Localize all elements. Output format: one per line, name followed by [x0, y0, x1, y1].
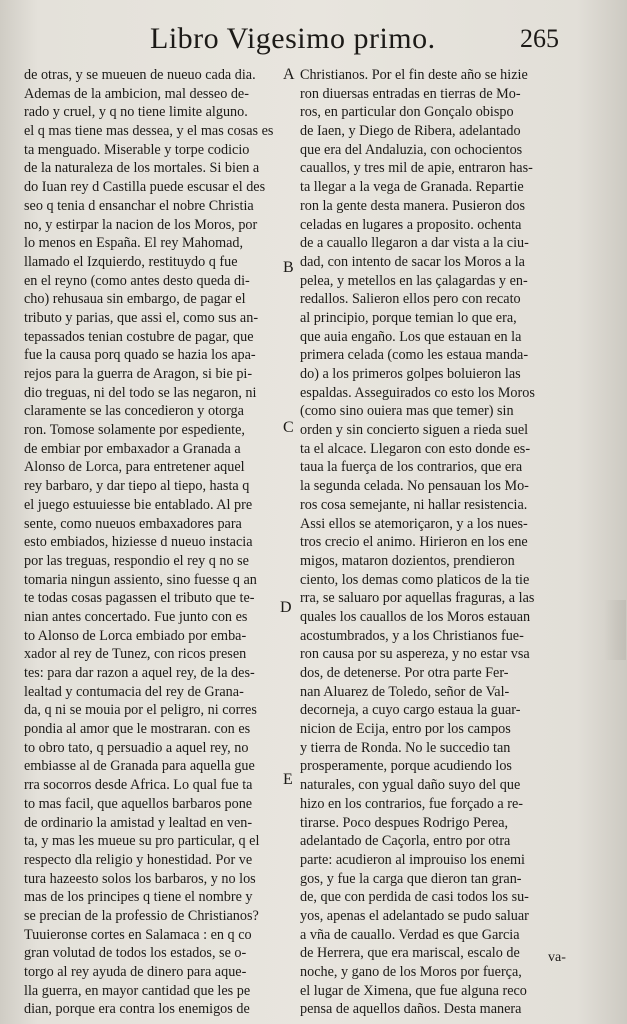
text-line: tomaria ningun assiento, sino fuesse q an	[24, 571, 257, 588]
text-line: Assi ellos se atemoriçaron, y a los nues-	[300, 515, 528, 532]
text-line: naturales, con ygual daño suyo del que	[300, 777, 521, 794]
text-line: de ordinario la amistad y lealtad en ven-	[24, 814, 253, 831]
text-line: to obro tato, q persuadio a aquel rey, no	[24, 739, 249, 756]
margin-marker-a: A	[283, 66, 295, 83]
text-line: al principio, porque temian lo que era,	[300, 309, 517, 326]
text-line: Christianos. Por el fin deste año se hizie	[300, 67, 528, 83]
text-line: no, y estirpar la nacion de los Moros, por	[24, 216, 258, 233]
text-line: de otras, y se mueuen de nueuo cada dia.	[24, 67, 256, 83]
text-line: embiasse al de Granada para aquella gue	[24, 758, 255, 775]
text-line: pensa de aquellos daños. Desta manera	[300, 1001, 522, 1018]
page-number: 265	[520, 24, 559, 53]
text-line: ta, y mas les mueue su pro particular, q el	[24, 833, 260, 850]
text-line: de la naturaleza de los mortales. Si bien a	[24, 160, 260, 177]
text-line: rra, se saluaro por aquellas fraguras, a las	[300, 590, 535, 607]
text-line: cauallos, y tres mil de apie, entraron has-	[300, 160, 533, 177]
text-line: llamado el Izquierdo, restituydo q fue	[24, 253, 238, 270]
text-line: ta el alcace. Llegaron con esto donde es-	[300, 440, 531, 457]
margin-marker-c: C	[283, 419, 294, 436]
text-line: ros, en particular don Gonçalo obispo	[300, 104, 514, 121]
running-title: Libro Vigesimo primo.	[150, 22, 436, 55]
text-line: pondia al amor que le mostraran. con es	[24, 721, 251, 738]
text-line: el lugar de Ximena, que fue alguna reco	[300, 982, 527, 999]
text-line: rra socorros desde Africa. Lo qual fue ta	[24, 777, 253, 794]
text-line: rey barbaro, y dar tiepo al tiepo, hasta q	[24, 478, 250, 495]
text-line: y tierra de Ronda. No le succedio tan	[300, 739, 511, 756]
text-line: (como sino ouiera mas que temer) sin	[300, 403, 514, 420]
text-line: lo menos en España. El rey Mahomad,	[24, 235, 244, 252]
text-line: yos, apenas el adelantado se pudo saluar	[300, 907, 529, 924]
text-line: tros crecio el animo. Hirieron en los ene	[300, 534, 528, 551]
page-edge-shadow	[604, 600, 626, 660]
text-line: Tuuieronse cortes en Salamaca : en q co	[24, 926, 252, 943]
text-line: de a cauallo llegaron a dar vista a la ciu-	[300, 235, 529, 252]
text-line: rejos para la guerra de Aragon, si bie pi-	[24, 366, 253, 382]
text-line: orden y sin concierto siguen a rieda suel	[300, 422, 529, 439]
text-line: dian, porque era contra los enemigos de	[24, 1001, 250, 1018]
text-line: xador al rey de Tunez, con ricos presen	[24, 646, 247, 663]
text-line: a vña de cauallo. Verdad es que Garcia	[300, 926, 520, 943]
page-header	[0, 18, 627, 58]
text-line: ron causa por su aspereza, y no estar vsa	[300, 646, 530, 663]
text-line: to mas facil, que aquellos barbaros pone	[24, 795, 253, 812]
text-line: ron la gente desta manera. Pusieron dos	[300, 197, 525, 214]
text-line: celadas en lugares a proposito. ochenta	[300, 216, 522, 233]
text-line: ron diuersas entradas en tierras de Mo-	[300, 85, 521, 102]
text-line: acostumbrados, y a los Christianos fue-	[300, 627, 524, 644]
text-line: que era del Andaluzia, con ochocientos	[300, 141, 523, 158]
text-line: nan Aluarez de Toledo, señor de Val-	[300, 683, 510, 700]
text-line: tributo y parias, que assi el, como sus an-	[24, 309, 259, 326]
text-line: decorneja, a cuyo cargo estaua la guar-	[300, 702, 521, 719]
text-line: cho) rehusaua sin embargo, de pagar el	[24, 291, 246, 308]
text-line: Ademas de la ambicion, mal desseo de-	[24, 85, 249, 102]
text-line: sente, como nueuos embaxadores para	[24, 515, 242, 532]
text-line: de Iaen, y Diego de Ribera, adelantado	[300, 123, 521, 140]
text-line: tes: para dar razon a aquel rey, de la des-	[24, 665, 255, 681]
text-line: nicion de Ecija, entro por los campos	[300, 721, 511, 738]
text-line: se precian de la professio de Christianos?	[24, 907, 259, 924]
text-line: de Herrera, que era mariscal, escalo de	[300, 945, 520, 962]
text-line: la segunda celada. No pensauan los Mo-	[300, 478, 529, 495]
text-line: primera celada (como les estaua manda-	[300, 347, 529, 364]
margin-marker-d: D	[280, 599, 292, 616]
text-line: seo q tenia d ensanchar el nobre Christia	[24, 197, 254, 214]
text-line: ta llegar a la vega de Granada. Repartie	[300, 179, 524, 196]
text-line: en el reyno (como antes desto queda di-	[24, 272, 250, 289]
text-line: el juego estuuiesse bie entablado. Al pre	[24, 496, 253, 513]
text-line: respecto dla religio y honestidad. Por ve	[24, 851, 253, 868]
text-line: claramente se las concedieron y otorga	[24, 403, 244, 420]
text-line: gran volutad de todos los estados, se o-	[24, 945, 247, 962]
text-line: adelantado de Caçorla, entro por otra	[300, 833, 511, 850]
catchword: va-	[548, 950, 566, 965]
text-line: ros cosa semejante, ni hallar resistencia.	[300, 496, 528, 513]
text-line: ciento, los demas como platicos de la tie	[300, 571, 530, 588]
text-line: mas de los principes q tiene el nombre y	[24, 889, 253, 906]
text-line: lla guerra, en mayor cantidad que les pe	[24, 982, 251, 999]
text-line: pelea, y metellos en las çalagardas y en-	[300, 272, 528, 289]
text-line: de embiar por embaxador a Granada a	[24, 440, 241, 457]
text-line: torgo al rey ayuda de dinero para aque-	[24, 964, 247, 980]
margin-marker-e: E	[283, 771, 293, 788]
text-line: el q mas tiene mas dessea, y el mas cosas es	[24, 123, 274, 140]
margin-marker-b: B	[283, 259, 294, 276]
text-line: rado y cruel, y q no tiene limite alguno.	[24, 104, 248, 121]
right-text-column	[300, 66, 612, 1019]
text-line: da, q ni se mouia por el peligro, ni corres	[24, 702, 257, 719]
text-line: prosperamente, porque acudiendo los	[300, 758, 512, 775]
text-line: tirarse. Poco despues Rodrigo Perea,	[300, 814, 509, 831]
text-line: dos, de detenerse. Por otra parte Fer-	[300, 665, 509, 681]
text-line: de, que con perdida de casi todos los su-	[300, 889, 529, 906]
text-line: gos, y fue la carga que dieron tan gran-	[300, 870, 522, 887]
text-line: ta menguado. Miserable y torpe codicio	[24, 141, 250, 158]
text-line: hizo en los contrarios, fue forçado a re-	[300, 795, 523, 812]
text-line: por las treguas, respondio el rey q no se	[24, 552, 249, 569]
text-line: tura hazeesto solos los barbaros, y no los	[24, 870, 256, 887]
text-line: taua la fuerça de los contrarios, que era	[300, 459, 523, 476]
text-line: te todas cosas pagassen el tributo que te-	[24, 590, 255, 607]
text-line: dad, con intento de sacar los Moros a la	[300, 253, 525, 270]
text-line: do) a los primeros golpes boluieron las	[300, 366, 521, 382]
text-line: espaldas. Asseguirados co esto los Moros	[300, 384, 535, 401]
text-line: migos, mataron dozientos, prendieron	[300, 552, 515, 569]
text-line: fue la causa porq quado se hazia los apa-	[24, 347, 256, 364]
text-line: esto embiados, hiziesse d nueuo instacia	[24, 534, 253, 551]
text-line: to Alonso de Lorca embiado por emba-	[24, 627, 247, 644]
left-text-column	[24, 66, 280, 1019]
text-line: do Iuan rey d Castilla puede escusar el des	[24, 179, 266, 196]
text-line: nian antes concertado. Fue junto con es	[24, 608, 248, 625]
text-line: ron. Tomose solamente por espediente,	[24, 422, 245, 439]
text-line: parte: acudieron al improuiso los enemi	[300, 851, 525, 868]
text-line: redallos. Salieron ellos pero con recato	[300, 291, 521, 308]
text-line: tepassados tenian costubre de pagar, que	[24, 328, 254, 345]
text-line: noche, y gano de los Moros por fuerça,	[300, 964, 522, 980]
text-line: lealtad y contumacia del rey de Grana-	[24, 683, 244, 700]
text-line: dio treguas, ni del todo se las negaron, ni	[24, 384, 257, 401]
text-line: Alonso de Lorca, para entretener aquel	[24, 459, 245, 476]
text-line: quales los cauallos de los Moros estauan	[300, 608, 531, 625]
text-line: que auia engaño. Los que estauan en la	[300, 328, 522, 345]
